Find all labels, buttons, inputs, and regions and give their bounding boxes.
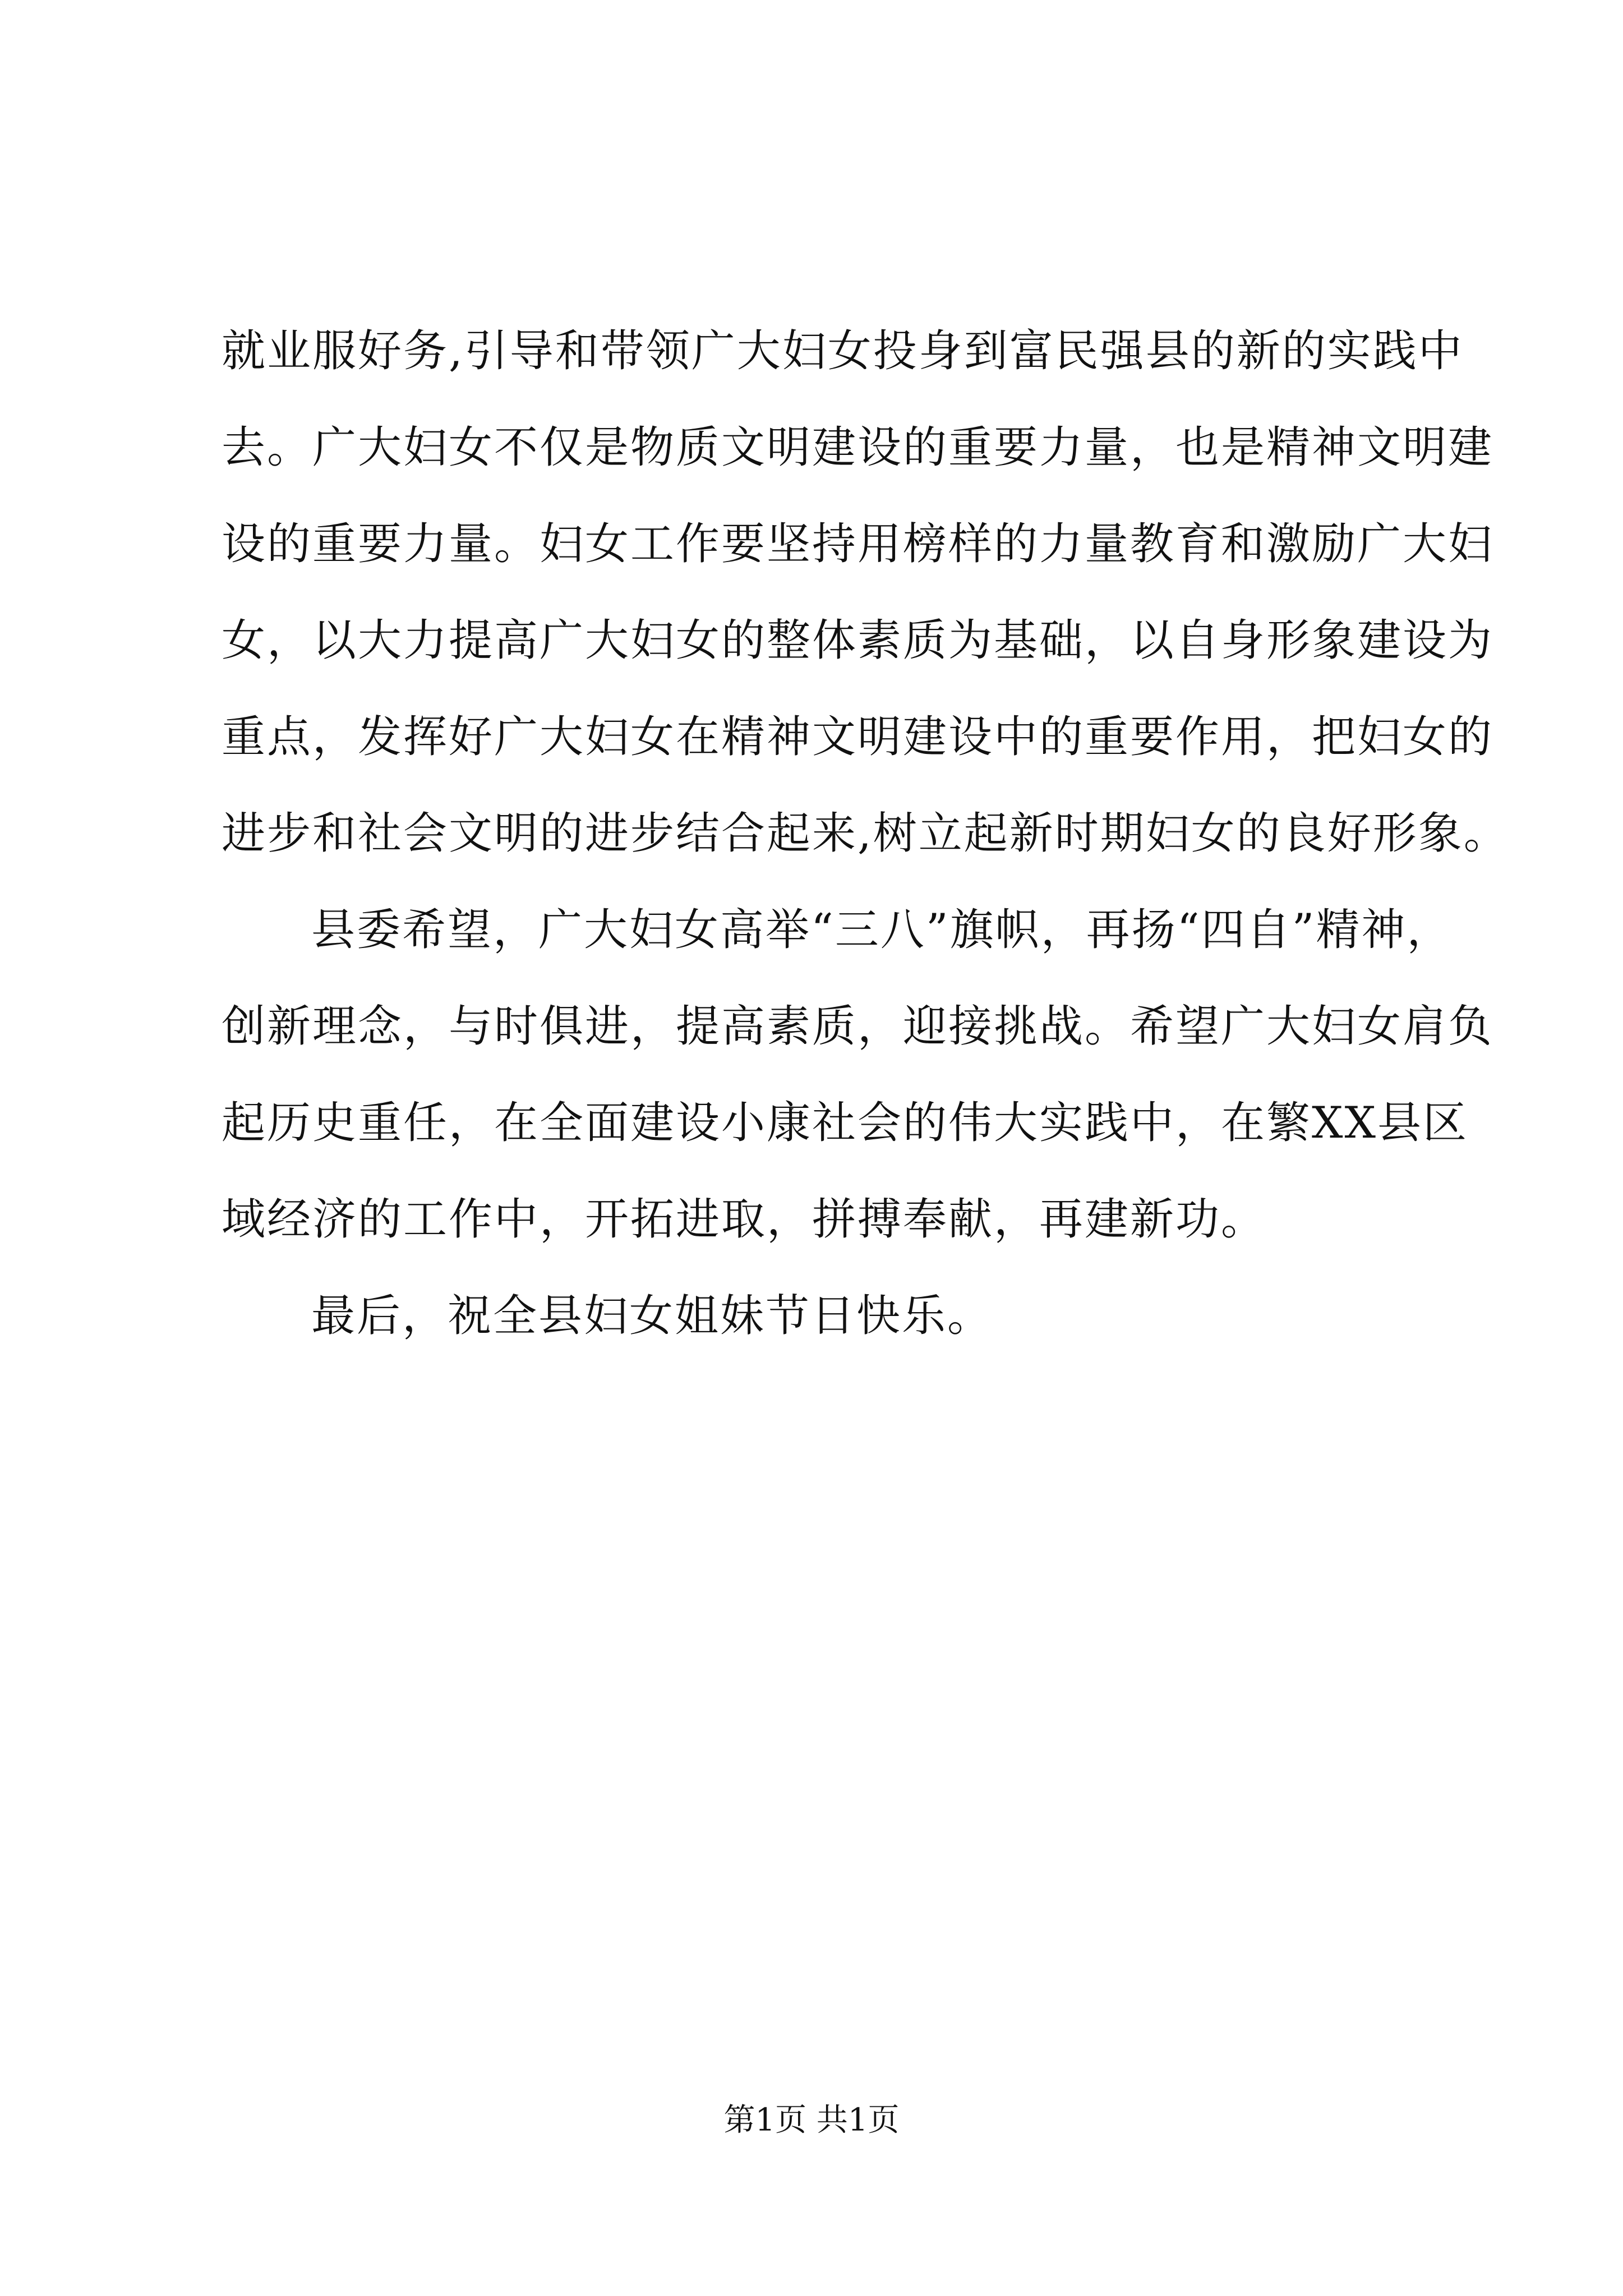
paragraph-line: 进步和社会文明的进步结合起来,树立起新时期妇女的良好形象。 (222, 808, 1509, 859)
document-body (222, 303, 1509, 1364)
paragraph-line: 县委希望，广大妇女高举“三八”旗帜，再扬“四自”精神， (311, 905, 1453, 955)
paragraph-line: 去。广大妇女不仅是物质文明建设的重要力量，也是精神文明建 (222, 422, 1494, 473)
paragraph-line: 设的重要力量。妇女工作要坚持用榜样的力量教育和激励广大妇 (222, 519, 1494, 569)
page-footer: 第1页 共1页 (723, 2102, 900, 2138)
paragraph-line: 创新理念，与时俱进，提高素质，迎接挑战。希望广大妇女肩负 (222, 1001, 1494, 1052)
paragraph-line: 起历史重任，在全面建设小康社会的伟大实践中，在繁XX县区 (222, 1098, 1469, 1148)
paragraph-line: 就业服好务,引导和带领广大妇女投身到富民强县的新的实践中 (222, 326, 1464, 376)
paragraph-line: 域经济的工作中，开拓进取，拼搏奉献，再建新功。 (222, 1194, 1267, 1245)
paragraph-line: 女，以大力提高广大妇女的整体素质为基础，以自身形象建设为 (222, 615, 1494, 666)
paragraph-line: 重点，发挥好广大妇女在精神文明建设中的重要作用，把妇女的 (222, 712, 1494, 762)
paragraph-line: 最后，祝全县妇女姐妹节日快乐。 (311, 1291, 993, 1341)
